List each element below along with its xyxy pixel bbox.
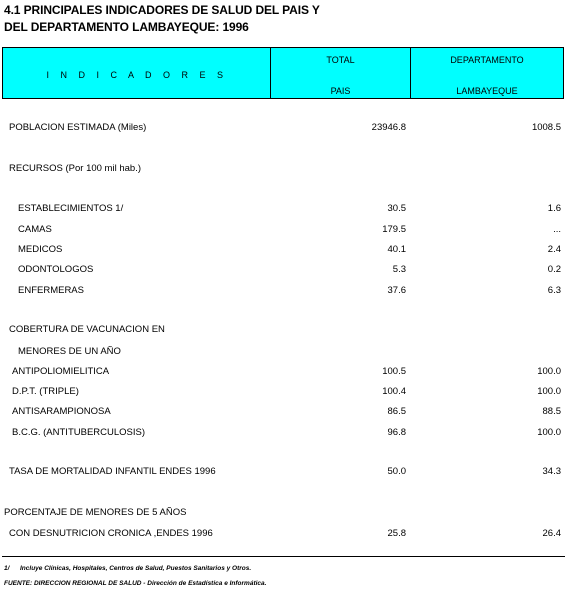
row-value-lambayeque: 0.2 [547,264,561,275]
row-label: TASA DE MORTALIDAD INFANTIL ENDES 1996 [9,466,216,477]
row-value-pais: 25.8 [387,528,406,539]
row-label: RECURSOS (Por 100 mil hab.) [9,163,141,174]
footnote-text: Incluye Clínicas, Hospitales, Centros de Salud, Puestos Sanitarios y Otros. [20,565,252,572]
source-note: FUENTE: DIRECCION REGIONAL DE SALUD - Dirección de Estadística e Informática. [4,580,267,587]
row-label: ESTABLECIMIENTOS 1/ [18,203,124,214]
footnote [4,565,251,572]
row-value-lambayeque: 88.5 [542,406,561,417]
table-row-dpt [0,386,567,400]
row-value-lambayeque: 100.0 [537,427,561,438]
row-label: MEDICOS [18,244,63,255]
row-label: ENFERMERAS [18,285,84,296]
row-label: ODONTOLOGOS [18,264,94,275]
header-total-pais-cell [271,48,411,98]
table-row-bcg [0,427,567,441]
row-label: COBERTURA DE VACUNACION EN [9,324,165,335]
table-row-cobertura [0,324,567,338]
table-header [2,47,564,99]
table-row-antipoliomielitica [0,366,567,380]
header-total: TOTAL [326,55,355,65]
row-value-lambayeque: 100.0 [537,386,561,397]
table-row-medicos [0,244,567,258]
row-label: PORCENTAJE DE MENORES DE 5 AÑOS [4,507,187,518]
row-value-pais: 37.6 [387,285,406,296]
row-value-lambayeque: 2.4 [547,244,561,255]
row-value-pais: 86.5 [387,406,406,417]
table-title-line-1: 4.1 PRINCIPALES INDICADORES DE SALUD DEL PAIS Y [4,3,320,17]
table-title-line-2: DEL DEPARTAMENTO LAMBAYEQUE: 1996 [4,20,249,34]
row-value-pais: 100.4 [382,386,406,397]
table-row-camas [0,224,567,238]
row-value-lambayeque: 100.0 [537,366,561,377]
footnote-marker: 1/ [4,565,10,572]
header-lambayeque: LAMBAYEQUE [456,86,518,96]
table-row-desnutricion [0,528,567,542]
table-row-recursos [0,163,567,177]
row-value-pais: 40.1 [387,244,406,255]
row-label: ANTIPOLIOMIELITICA [12,366,110,377]
row-label: D.P.T. (TRIPLE) [12,386,79,397]
row-value-lambayeque: 6.3 [547,285,561,296]
row-value-pais: 50.0 [387,466,406,477]
row-value-lambayeque: 1.6 [547,203,561,214]
header-indicadores-cell [3,48,271,98]
header-indicadores: I N D I C A D O R E S [46,70,228,80]
header-departamento: DEPARTAMENTO [450,55,524,65]
row-value-pais: 5.3 [392,264,406,275]
table-row-poblacion [0,122,567,136]
row-value-lambayeque: 26.4 [542,528,561,539]
row-label: CON DESNUTRICION CRONICA ,ENDES 1996 [9,528,213,539]
row-value-pais: 96.8 [387,427,406,438]
row-value-pais: 179.5 [382,224,406,235]
row-value-lambayeque: 1008.5 [531,122,561,133]
table-row-menores-un-ano [0,346,567,360]
table-row-establecimientos [0,203,567,217]
header-pais: PAIS [330,86,351,96]
row-label: B.C.G. (ANTITUBERCULOSIS) [12,427,146,438]
table-row-odontologos [0,264,567,278]
table-row-porcentaje [0,507,567,521]
row-label: POBLACION ESTIMADA (Miles) [9,122,147,133]
row-label: MENORES DE UN AÑO [18,346,121,357]
table-row-mortalidad [0,466,567,480]
footer-divider [2,556,565,557]
row-value-pais: 100.5 [382,366,406,377]
header-lambayeque-cell [411,48,563,98]
table-row-enfermeras [0,285,567,299]
row-value-pais: 23946.8 [371,122,406,133]
row-value-lambayeque: 34.3 [542,466,561,477]
table-row-antisarampionosa [0,406,567,420]
row-value-lambayeque: ... [553,224,561,235]
row-value-pais: 30.5 [387,203,406,214]
row-label: CAMAS [18,224,52,235]
row-label: ANTISARAMPIONOSA [12,406,111,417]
